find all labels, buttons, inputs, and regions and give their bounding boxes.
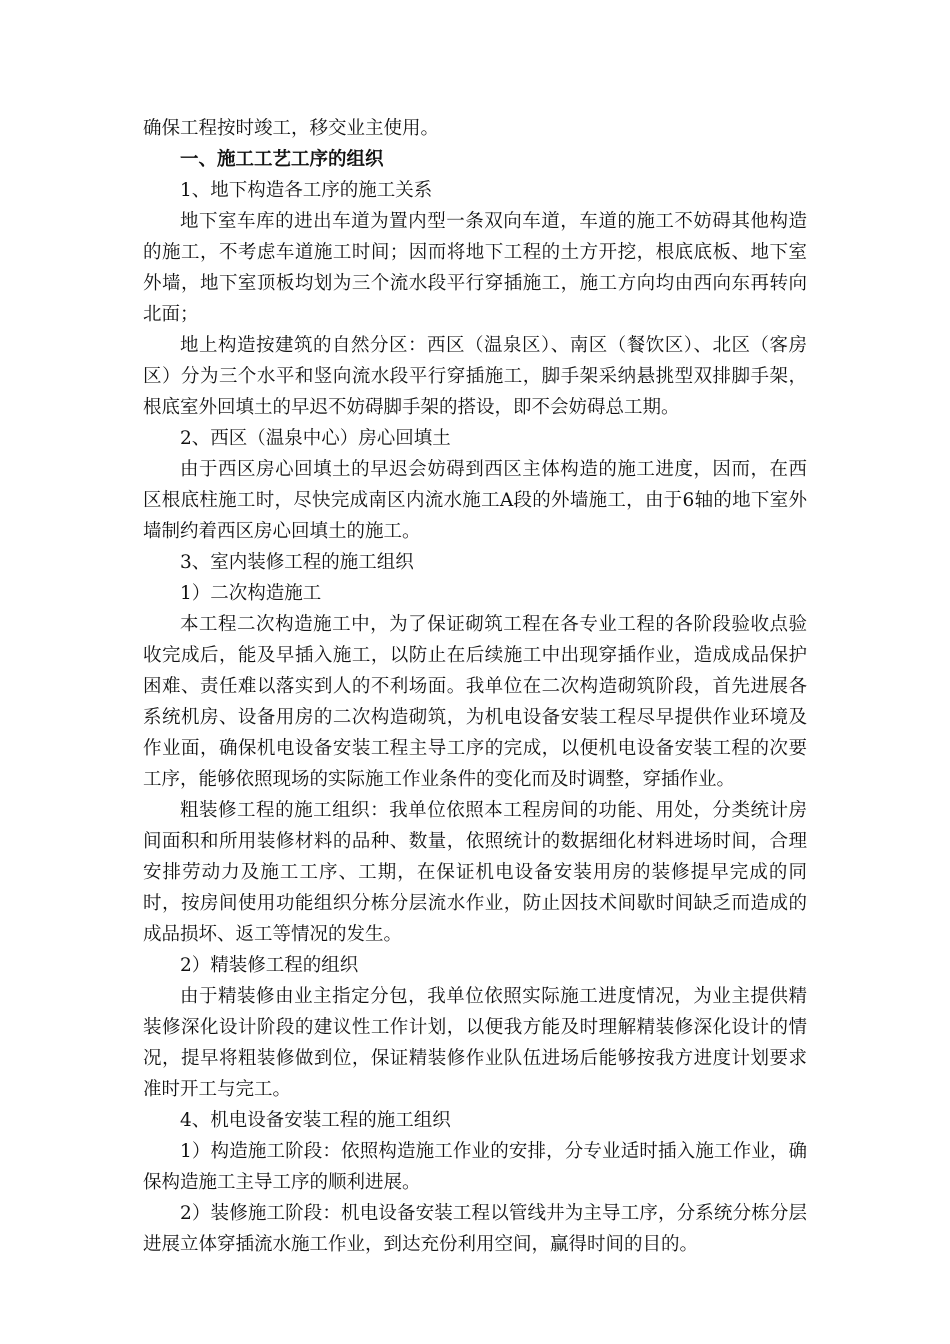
section-heading-1: 一、施工工艺工序的组织 (180, 149, 384, 170)
subheading-3-2: 2）精装修工程的组织 (180, 955, 359, 976)
paragraph-basement: 地下室车库的进出车道为置内型一条双向车道，车道的施工不妨碍其他构造的施工，不考虑车道施工时间；因而将地下工程的土方开挖，根底底板、地下室外墙，地下室顶板均划为三个流水段平行穿插施工，施工方向均由西向东再转向北面； (143, 211, 807, 325)
subheading-3-1: 1）二次构造施工 (180, 583, 322, 604)
paragraph-above-ground: 地上构造按建筑的自然分区：西区（温泉区）、南区（餐饮区）、北区（客房区）分为三个水平和竖向流水段平行穿插施工，脚手架采纳悬挑型双排脚手架，根底室外回填土的早迟不妨碍脚手架的搭设，即不会妨碍总工期。 (143, 335, 807, 418)
subheading-1: 1、地下构造各工序的施工关系 (180, 180, 433, 201)
paragraph-continuation: 确保工程按时竣工，移交业主使用。 (143, 118, 440, 139)
paragraph-fine-decoration: 由于精装修由业主指定分包，我单位依照实际施工进度情况，为业主提供精装修深化设计阶段的建议性工作计划，以便我方能及时理解精装修深化设计的情况，提早将粗装修做到位，保证精装修作业队伍进场后能够按我方进度计划要求准时开工与完工。 (143, 986, 807, 1100)
document-body (143, 113, 807, 1260)
paragraph-rough-decoration: 粗装修工程的施工组织：我单位依照本工程房间的功能、用处，分类统计房间面积和所用装修材料的品种、数量，依照统计的数据细化材料进场时间，合理安排劳动力及施工工序、工期，在保证机电设备安装用房的装修提早完成的同时，按房间使用功能组织分栋分层流水作业，防止因技术间歇时间缺乏而造成的成品损坏、返工等情况的发生。 (143, 800, 807, 945)
paragraph-backfill: 由于西区房心回填土的早迟会妨碍到西区主体构造的施工进度，因而，在西区根底柱施工时，尽快完成南区内流水施工A段的外墙施工，由于6轴的地下室外墙制约着西区房心回填土的施工。 (143, 459, 807, 542)
subheading-4: 4、机电设备安装工程的施工组织 (180, 1110, 451, 1131)
paragraph-structure-stage: 1）构造施工阶段：依照构造施工作业的安排，分专业适时插入施工作业，确保构造施工主导工序的顺利进展。 (143, 1141, 807, 1193)
subheading-3: 3、室内装修工程的施工组织 (180, 552, 414, 573)
paragraph-secondary-structure: 本工程二次构造施工中，为了保证砌筑工程在各专业工程的各阶段验收点验收完成后，能及早插入施工，以防止在后续施工中出现穿插作业，造成成品保护困难、责任难以落实到人的不利场面。我单位在二次构造砌筑阶段，首先进展各系统机房、设备用房的二次构造砌筑，为机电设备安装工程尽早提供作业环境及作业面，确保机电设备安装工程主导工序的完成，以便机电设备安装工程的次要工序，能够依照现场的实际施工作业条件的变化而及时调整，穿插作业。 (143, 614, 807, 790)
subheading-2: 2、西区（温泉中心）房心回填土 (180, 428, 451, 449)
paragraph-decoration-stage: 2）装修施工阶段：机电设备安装工程以管线井为主导工序，分系统分栋分层进展立体穿插流水施工作业，到达充份利用空间，赢得时间的目的。 (143, 1203, 807, 1255)
